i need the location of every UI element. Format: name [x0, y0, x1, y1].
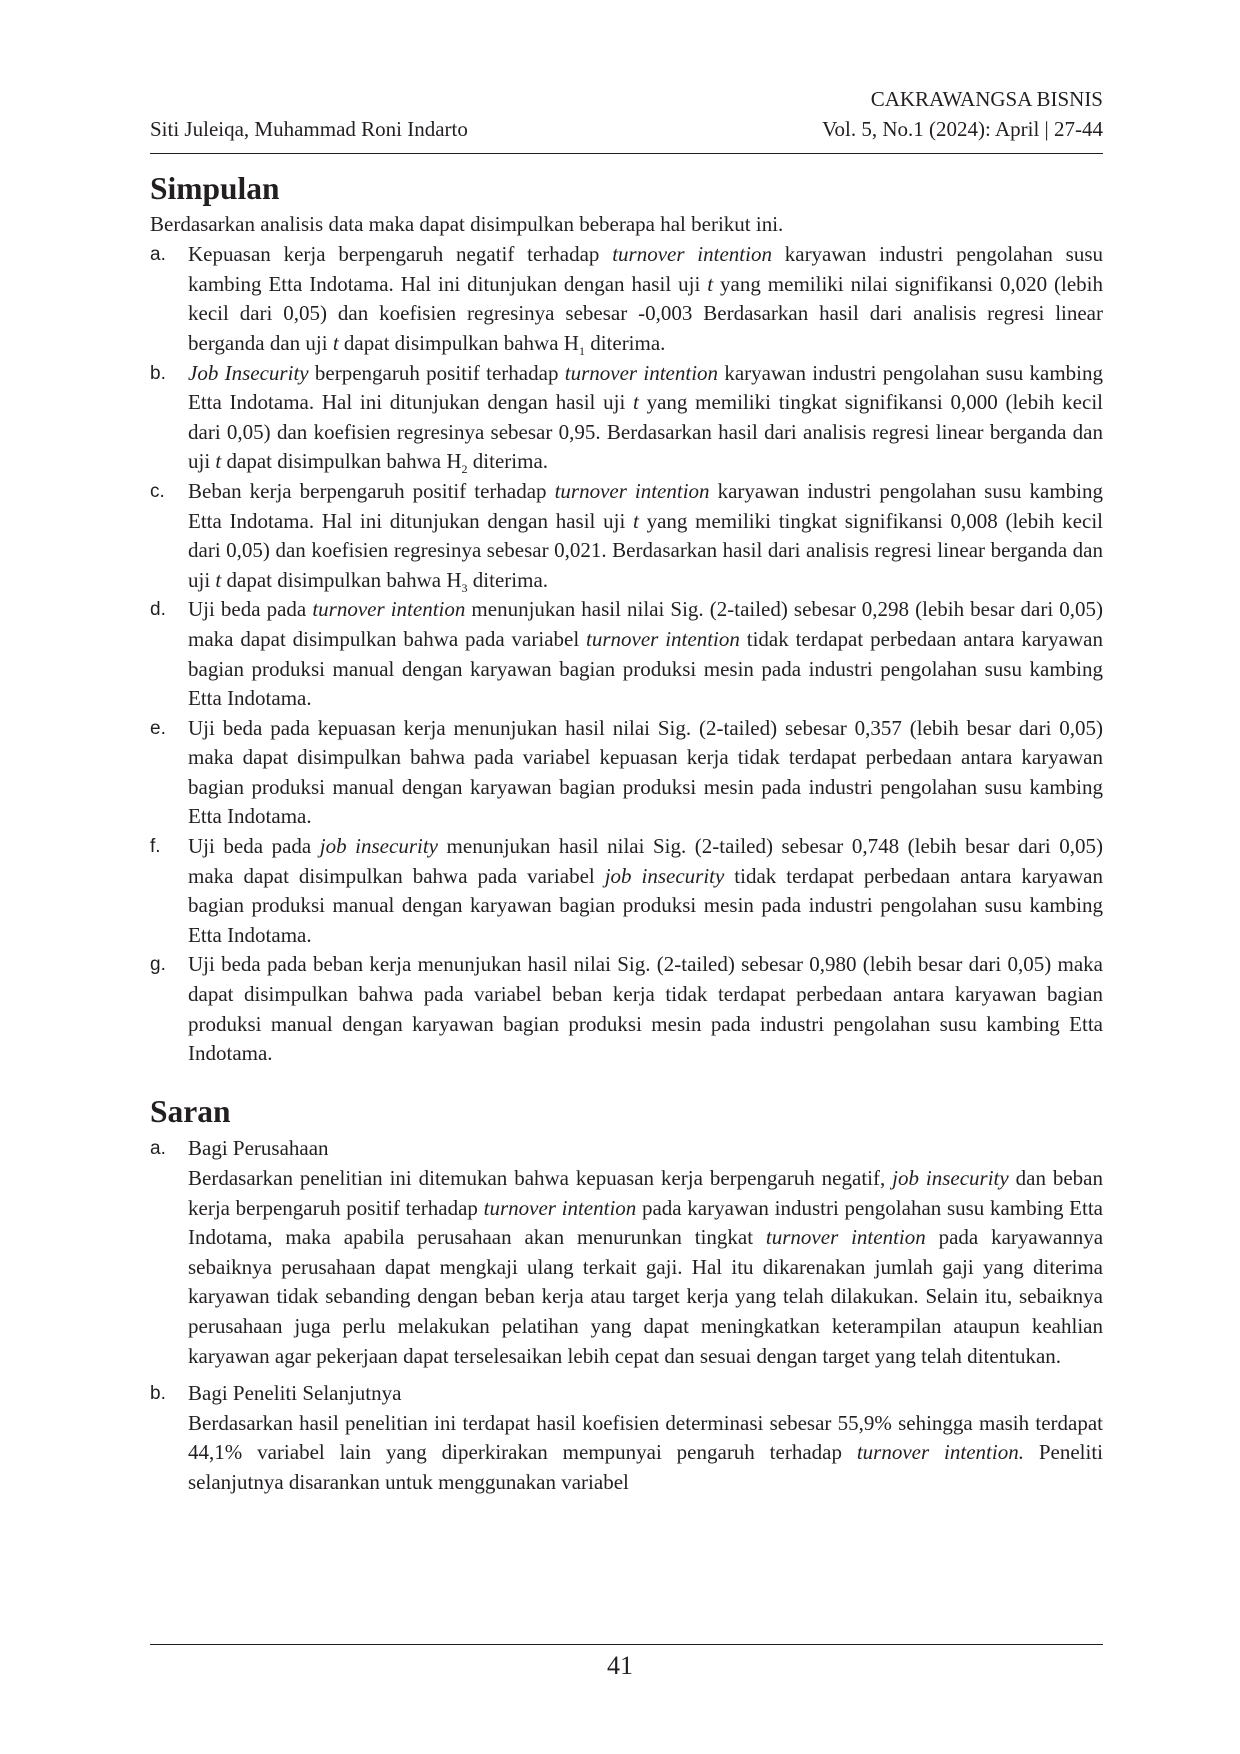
list-marker: e. [150, 717, 166, 739]
list-item [150, 950, 1103, 1068]
list-item-text: Job Insecurity berpengaruh positif terhadap turnover intention karyawan industri pengolahan susu kambing Etta Indotama. Hal ini ditunjukan dengan hasil uji t yang memiliki tingkat signifikansi 0,000 (lebih kecil dari 0,05) dan koefisien regresinya sebesar 0,95. Berdasarkan hasil dari analisis regresi linear berganda dan uji t dapat disimpulkan bahwa $H_2$ diterima. [188, 360, 1104, 477]
list-marker: c. [150, 480, 165, 502]
list-item-text: Uji beda pada turnover intention menunjukan hasil nilai Sig. (2-tailed) sebesar 0,298 (lebih besar dari 0,05) maka dapat disimpulkan bahwa pada variabel turnover intention tidak terdapat perbedaan antara karyawan bagian produksi manual dengan karyawan bagian produksi mesin pada industri pengolahan susu kambing Etta Indotama. [188, 597, 1103, 711]
simpulan-section [150, 171, 1104, 1069]
saran-list [150, 1134, 1103, 1497]
list-item-text: Uji beda pada kepuasan kerja menunjukan hasil nilai Sig. (2-tailed) sebesar 0,357 (lebih besar dari 0,05) maka dapat disimpulkan bahwa pada variabel kepuasan kerja tidak terdapat perbedaan antara karyawan bagian produksi manual dengan karyawan bagian produksi mesin pada industri pengolahan susu kambing Etta Indotama. [188, 715, 1103, 829]
page-header [150, 84, 1103, 144]
list-item-text: Uji beda pada job insecurity menunjukan hasil nilai Sig. (2-tailed) sebesar 0,748 (lebih besar dari 0,05) maka dapat disimpulkan bahwa pada variabel job insecurity tidak terdapat perbedaan antara karyawan bagian produksi manual dengan karyawan bagian produksi mesin pada industri pengolahan susu kambing Etta Indotama. [188, 834, 1103, 947]
page-number: 41 [607, 1651, 633, 1680]
footer-divider [150, 1644, 1103, 1645]
section-title-saran: Saran [150, 1093, 231, 1129]
list-item [150, 359, 1103, 477]
subsection-paragraph: Berdasarkan hasil penelitian ini terdapat hasil koefisien determinasi sebesar 55,9% sehingga masih terdapat 44,1% variabel lain yang diperkirakan mempunyai pengaruh terhadap turnover intention. Peneliti selanjutnya disarankan untuk menggunakan variabel [188, 1410, 1103, 1494]
list-marker: f. [150, 836, 161, 858]
list-marker: a. [150, 1138, 166, 1160]
list-item [150, 477, 1103, 595]
header-divider [150, 153, 1103, 154]
list-marker: a. [150, 244, 166, 266]
list-item-text [188, 1134, 1103, 1371]
list-item-text [188, 1379, 1103, 1497]
list-item-text: Kepuasan kerja berpengaruh negatif terhadap turnover intention karyawan industri pengolahan susu kambing Etta Indotama. Hal ini ditunjukan dengan hasil uji t yang memiliki nilai signifikansi 0,020 (lebih kecil dari 0,05) dan koefisien regresinya sebesar -0,003 Berdasarkan hasil dari analisis regresi linear berganda dan uji t dapat disimpulkan bahwa $H_1$ diterima. [188, 242, 1104, 358]
volume-info: Vol. 5, No.1 (2024): April | 27-44 [822, 117, 1103, 141]
list-item-text: Beban kerja berpengaruh positif terhadap turnover intention karyawan industri pengolahan susu kambing Etta Indotama. Hal ini ditunjukan dengan hasil uji t yang memiliki tingkat signifikansi 0,008 (lebih kecil dari 0,05) dan koefisien regresinya sebesar 0,021. Berdasarkan hasil dari analisis regresi linear berganda dan uji t dapat disimpulkan bahwa $H_3$ diterima. [188, 478, 1104, 595]
article-body [150, 171, 1104, 1498]
subsection-heading: Bagi Peneliti Selanjutnya [188, 1381, 402, 1406]
list-marker: b. [150, 362, 166, 384]
list-marker: g. [150, 954, 166, 976]
journal-name: CAKRAWANGSA BISNIS [870, 87, 1103, 111]
authors: Siti Juleiqa, Muhammad Roni Indarto [150, 117, 468, 141]
simpulan-list [150, 240, 1103, 1069]
list-item [150, 240, 1103, 358]
list-item [150, 1134, 1103, 1371]
saran-section [150, 1093, 1104, 1498]
list-marker: b. [150, 1383, 166, 1405]
list-item [150, 832, 1103, 950]
list-marker: d. [150, 599, 166, 621]
subsection-paragraph: Berdasarkan penelitian ini ditemukan bahwa kepuasan kerja berpengaruh negatif, job insecurity dan beban kerja berpengaruh positif terhadap turnover intention pada karyawan industri pengolahan susu kambing Etta Indotama, maka apabila perusahaan akan menurunkan tingkat turnover intention pada karyawannya sebaiknya perusahaan dapat mengkaji ulang terkait gaji. Hal itu dikarenakan jumlah gaji yang diterima karyawan tidak sebanding dengan beban kerja atau target kerja yang telah dilakukan. Selain itu, sebaiknya perusahaan juga perlu melakukan pelatihan yang dapat meningkatkan keterampilan ataupun keahlian karyawan agar pekerjaan dapat terselesaikan lebih cepat dan sesuai dengan target yang telah ditentukan. [188, 1166, 1104, 1368]
list-item [150, 595, 1103, 713]
section-title-simpulan: Simpulan [150, 171, 280, 206]
header-row [150, 114, 1103, 144]
subsection-heading: Bagi Perusahaan [188, 1136, 329, 1161]
list-item [150, 1379, 1103, 1497]
simpulan-intro: Berdasarkan analisis data maka dapat disimpulkan beberapa hal berikut ini. [150, 211, 784, 236]
list-item [150, 714, 1103, 832]
list-item-text: Uji beda pada beban kerja menunjukan hasil nilai Sig. (2-tailed) sebesar 0,980 (lebih besar dari 0,05) maka dapat disimpulkan bahwa pada variabel beban kerja tidak terdapat perbedaan antara karyawan bagian produksi manual dengan karyawan bagian produksi mesin pada industri pengolahan susu kambing Etta Indotama. [188, 952, 1103, 1066]
